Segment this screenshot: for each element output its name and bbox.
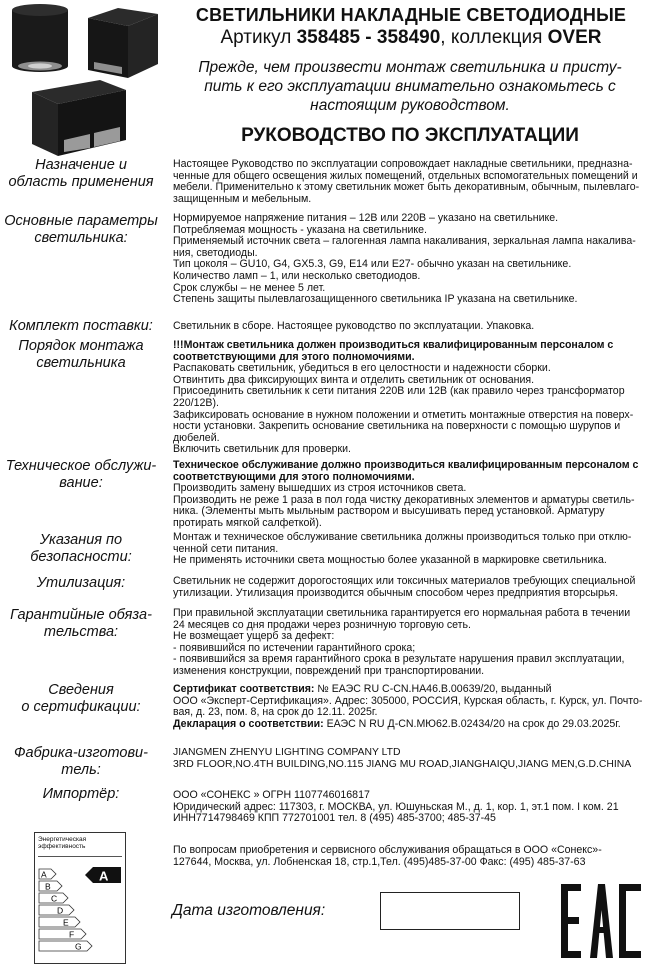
section-body: Нормируемое напряжение питания – 12В или 220В – указано на светильнике. Потребляемая мощность - указана на светильнике. Применяемый источник света – галогенная лампа накаливания, зеркальная лампа накалива- ния, светодиоды. Тип цоколя – GU10, G4, GX5.3, G9, E14 или E27- обычно указан на светильнике. Количество ламп – 1, или несколько светодиодов. Срок службы – не менее 5 лет. Степень защиты пылевлагозащищенного светильника IP указана на светильнике. — [173, 212, 636, 306]
svg-text:C: C — [51, 893, 58, 904]
energy-class-c — [39, 893, 68, 904]
section-body: Светильник в сборе. Настоящее руководство по эксплуатации. Упаковка. — [173, 320, 535, 332]
document-title — [170, 4, 652, 50]
svg-text:F: F — [69, 929, 75, 940]
section-label: Гарантийные обяза- тельства: — [10, 607, 152, 640]
article-prefix: Артикул — [220, 27, 297, 48]
energy-class-bars — [35, 833, 127, 965]
collection-name: OVER — [547, 27, 602, 48]
declaration-label: Декларация о соответствии: — [173, 717, 324, 730]
energy-class-b — [39, 881, 62, 892]
section-body: Настоящее Руководство по эксплуатации сопровождает накладные светильники, предназна- ченные для общего освещения жилых помещений, отдельных вспомогательных помещений и мебели. Применительно к этому светильник может быть декоративным, обычным, пылевлаго- защищенным и мебельным. — [173, 158, 640, 205]
declaration-number: ЕАЭС N RU Д-CN.МЮ62.В.02434/20 на срок до 29.03.2025г. — [323, 717, 621, 730]
svg-text:G: G — [75, 941, 82, 952]
guide-title: РУКОВОДСТВО ПО ЭКСПЛУАТАЦИИ — [241, 125, 579, 146]
section-label: Фабрика-изготови- тель: — [14, 745, 148, 778]
energy-class-a — [39, 869, 56, 880]
section-body: ООО «СОНЕКС » ОГРН 1107746016817 Юридический адрес: 117303, г. МОСКВА, ул. Юшуньская М., д. 1, кор. 1, эт.1 пом. I ком. 21 ИНН7714798469 КПП 772701001 тел. 8 (495) 485-3700; 485-37-45 — [173, 789, 619, 825]
svg-text:A: A — [41, 869, 47, 880]
section-body: Светильник не содержит дорогостоящих или токсичных материалов требующих специальной утилизации. Утилизация производится обычным способом через предприятия вторсырья. — [173, 575, 636, 599]
section-label: Указания по безопасности: — [30, 532, 132, 565]
section-body: При правильной эксплуатации светильника гарантируется его нормальная работа в течении 24 месяцев со дня продажи через розничную торговую сеть. Не возмещает ущерб за дефект: - появившийся по истечении гарантийного срока; - появившийся за время гарантийного срока в результате нарушения правил эксплуатации, изменения конструкции, повреждений при транспортировании. — [173, 607, 631, 677]
title-line: СВЕТИЛЬНИКИ НАКЛАДНЫЕ СВЕТОДИОДНЫЕ — [195, 5, 627, 25]
section-label: Утилизация: — [36, 575, 126, 591]
svg-text:A: A — [99, 868, 109, 884]
double-fixture-image — [32, 80, 126, 156]
square-fixture-image — [88, 8, 158, 78]
section-body: Техническое обслуживание должно производиться квалифицированным персоналом с соответствующими для этого полномочиями. Производить замену вышедших из строя источников света. Производить не реже 1 раза в пол года чистку декоративных элементов и арматуры светиль- ника. (Элементы мыть мыльным раствором и высушивать перед установкой. Арматуру протирать мягкой салфеткой). — [173, 459, 639, 529]
certificate-label: Сертификат соответствия: — [173, 683, 315, 695]
svg-text:D: D — [57, 905, 64, 916]
article-line — [170, 26, 652, 50]
manufacture-date-box — [380, 892, 520, 930]
section-label: Назначение и область применения — [8, 157, 154, 190]
section-label: Порядок монтажа светильника — [18, 338, 144, 371]
energy-class-d — [39, 905, 74, 916]
section-body: По вопросам приобретения и сервисного обслуживания обращаться в ООО «Сонекс»- 127644, Москва, ул. Лобненская 18, стр.1,Тел. (495)485-37-00 Факс: (495) 485-37-63 — [173, 844, 602, 868]
section-label: Техническое обслужи- вание: — [5, 458, 157, 491]
section-body: Сертификат соответствия: № ЕАЭС RU С-CN.НА46.В.00639/20, выданный ООО «Эксперт-Сертификация». Адрес: 305000, РОССИЯ, Курская область, г. Курск, ул. Почто- вая, д. 23, пом. 8, на срок до 12.11. 2025г. Декларация о соответствии: ЕАЭС N RU Д-CN.МЮ62.В.02434/20 на срок до 29.03.2025г. — [173, 683, 643, 730]
energy-class-e — [39, 917, 80, 928]
energy-efficiency-label — [34, 832, 126, 964]
section-body: !!!Монтаж светильника должен производиться квалифицированным персоналом с соответствующими для этого полномочиями. Распаковать светильник, убедиться в его целостности и надежности сборки. Отвинтить два фиксирующих винта и отделить светильник от основания. Присоединить светильник к сети питания 220В или 12В (как правило через трансформатор 220/12В). Зафиксировать основание в нужном положении и отметить монтажные отверстия на поверх- ности установки. Закрепить основание светильника на поверхности с помощью шурупов и дюбелей. Включить светильник для проверки. — [173, 339, 634, 456]
certificate-number: № ЕАЭС RU С-CN.НА46.В.00639/20, выданный — [314, 683, 552, 695]
section-label: Основные параметры светильника: — [4, 213, 158, 246]
warning-text: Прежде, чем произвести монтаж светильника и присту- пить к его эксплуатации внимательно ознакомьтесь с настоящим руководством. — [198, 59, 622, 114]
section-body: Монтаж и техническое обслуживание светильника должны производиться только при отклю- ченной сети питания. Не применять источники света мощностью более указанной в маркировке светильника. — [173, 531, 632, 567]
energy-class-f — [39, 929, 86, 940]
energy-rating-arrow — [85, 867, 121, 884]
energy-class-g — [39, 941, 92, 952]
svg-text:B: B — [45, 881, 51, 892]
product-images — [0, 0, 165, 160]
manufacture-date-label: Дата изготовления: — [172, 902, 326, 919]
collection-prefix: , коллекция — [440, 27, 548, 48]
section-label: Импортёр: — [42, 786, 120, 802]
energy-label-title: Энергетическая эффективность — [38, 836, 87, 850]
eac-mark-icon — [557, 880, 645, 962]
svg-text:E: E — [63, 917, 69, 928]
article-range: 358485 - 358490 — [296, 27, 441, 48]
cylinder-fixture-image — [12, 4, 68, 72]
section-label: Сведения о сертификации: — [21, 682, 141, 715]
section-body: JIANGMEN ZHENYU LIGHTING COMPANY LTD 3RD FLOOR,NO.4TH BUILDING,NO.115 JIANG MU ROAD,JIANGHAIQU,JIANG MEN,G.D.CHINA — [173, 747, 632, 770]
section-label: Комплект поставки: — [9, 318, 153, 334]
